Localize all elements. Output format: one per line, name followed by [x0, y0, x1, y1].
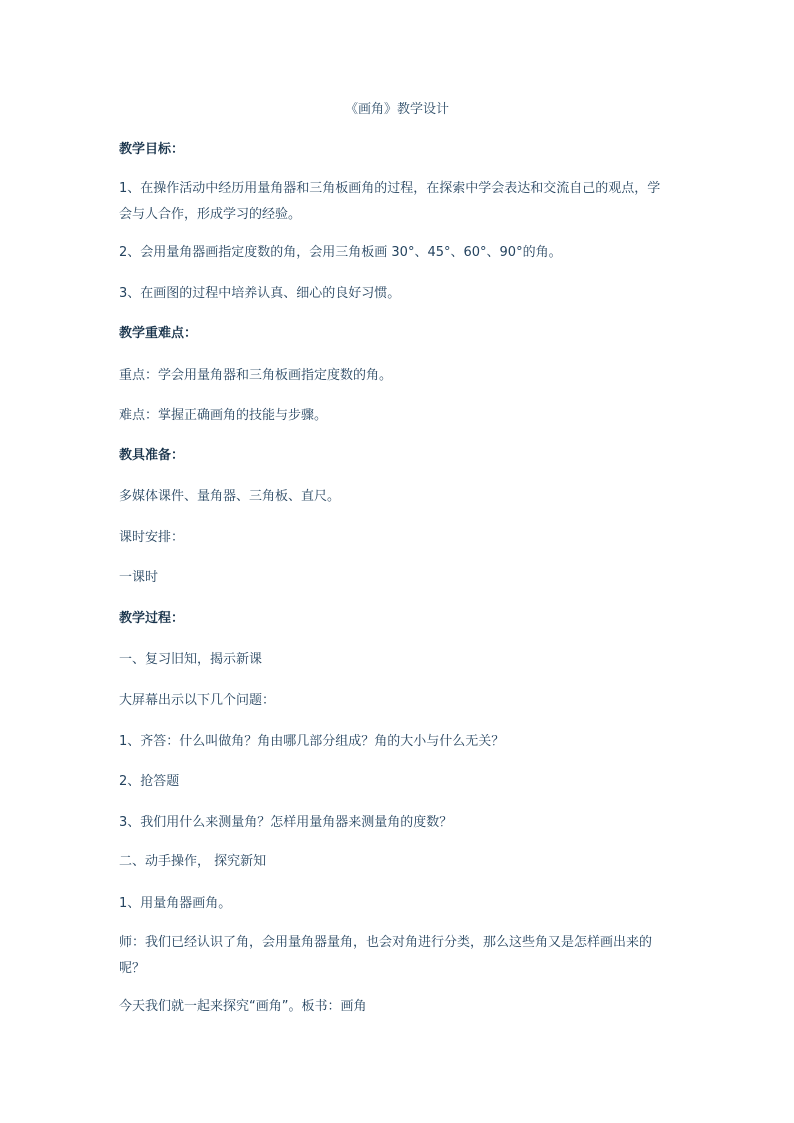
key-point: 重点：学会用量角器和三角板画指定度数的角。: [119, 368, 393, 383]
materials-list: 多媒体课件、量角器、三角板、直尺。: [119, 489, 341, 504]
objective-2: 2、会用量角器画指定度数的角，会用三角板画 30°、45°、60°、90°的角。: [119, 245, 562, 260]
materials-heading: 教具准备：: [119, 448, 185, 463]
difficult-point: 难点：掌握正确画角的技能与步骤。: [119, 408, 328, 423]
process-heading: 教学过程：: [119, 611, 185, 626]
step-2-title: 二、动手操作， 探究新知: [119, 854, 267, 869]
sub-step-1: 1、用量角器画角。: [119, 896, 232, 911]
today-line: 今天我们就一起来探究“画角”。板书：画角: [119, 999, 367, 1014]
schedule-value: 一课时: [119, 570, 159, 585]
screen-questions: 大屏幕出示以下几个问题：: [119, 693, 276, 708]
objective-3: 3、在画图的过程中培养认真、细心的良好习惯。: [119, 286, 401, 301]
step-1-title: 一、复习旧知，揭示新课: [119, 652, 263, 667]
question-3: 3、我们用什么来测量角？怎样用量角器来测量角的度数？: [119, 815, 453, 830]
question-2: 2、抢答题: [119, 774, 180, 789]
objective-1: 1、在操作活动中经历用量角器和三角板画角的过程，在探索中学会表达和交流自己的观点，学会与人合作，形成学习的经验。: [119, 181, 661, 222]
document-title: 《画角》教学设计: [344, 102, 449, 117]
objectives-heading: 教学目标：: [119, 142, 185, 157]
teacher-line: 师：我们已经认识了角，会用量角器量角，也会对角进行分类，那么这些角又是怎样画出来的呢？: [119, 935, 653, 976]
question-1: 1、齐答：什么叫做角？角由哪几部分组成？角的大小与什么无关？: [119, 734, 505, 749]
schedule-heading: 课时安排：: [119, 530, 185, 545]
key-points-heading: 教学重难点：: [119, 326, 198, 341]
